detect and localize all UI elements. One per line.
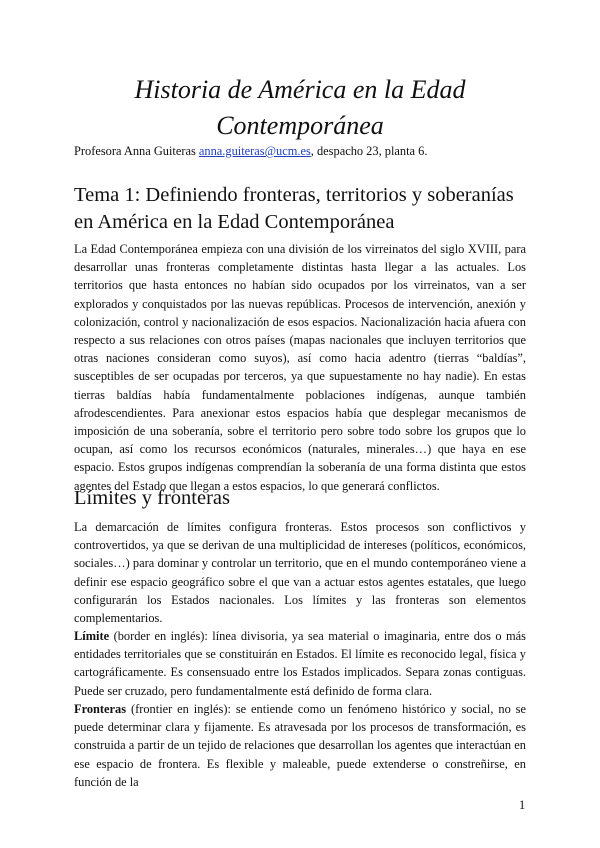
section-heading-tema-1: Tema 1: Definiendo fronteras, territorios y soberanías en América en la Edad Contemporánea: [74, 184, 514, 233]
author-suffix: , despacho 23, planta 6.: [310, 144, 428, 158]
fronteras-definition-text: (frontier en inglés): se entiende como un fenómeno histórico y social, no se puede determinar clara y fijamente. Es atravesada por los procesos de transformación, es construida a partir de un tejido de relaciones que desarrollan los agentes que interactúan en ese espacio de frontera. Es flexible y maleable, puede extenderse o constreñirse, en función de la: [74, 702, 526, 789]
author-line: [74, 144, 427, 159]
section-heading-limites: Límites y fronteras: [74, 487, 230, 509]
fronteras-definition-paragraph: [74, 700, 526, 791]
limite-term: Límite: [74, 629, 110, 643]
limite-definition-paragraph: [74, 627, 526, 700]
intro-paragraph: La Edad Contemporánea empieza con una división de los virreinatos del siglo XVIII, para desarrollar unas fronteras completamente distintas hasta llegar a las actuales. Los territorios que hasta entonces no habían sido ocupados por los virreinatos, van a ser explorados y conquistados por las nuevas repúblicas. Procesos de intervención, anexión y colonización, control y nacionalización de esos espacios. Nacionalización hacia afuera con respecto a sus relaciones con otros países (mapas nacionales que incluyen territorios que otras naciones consideran como suyos), así como hacia adentro (tierras “baldías”, susceptibles de ser ocupadas por terceros, ya que supuestamente no hay nadie). En estas tierras baldías había fundamentalmente poblaciones indígenas, aunque también afrodescendientes. Para anexionar estos espacios había que desplegar mecanismos de imposición de una soberanía, sobre el territorio pero sobre todo sobre los grupos que lo ocupan, así como los recursos económicos (naturales, minerales…) que haya en ese espacio. Estos grupos indígenas comprendían la soberanía de una forma distinta que estos agentes del Estado que llegan a estos espacios, lo que generará conflictos.: [74, 242, 526, 493]
page-number: 1: [519, 798, 526, 812]
limite-definition-text: (border en inglés): línea divisoria, ya sea material o imaginaria, entre dos o más entidades territoriales que se constituirán en Estados. El límite es reconocido legal, física y cartográficamente. Es consensuado entre los Estados implicados. Separa zonas contiguas. Puede ser cruzado, pero fundamentalmente está definido de forma clara.: [74, 629, 526, 698]
author-prefix: Profesora Anna Guiteras: [74, 144, 199, 158]
limites-intro-paragraph: La demarcación de límites configura fronteras. Estos procesos son conflictivos y controvertidos, ya que se derivan de una multiplicidad de intereses (políticos, económicos, sociales…) para dominar y controlar un territorio, que en el mundo contemporáneo viene a definir ese espacio geográfico sobre el que van a actuar estos agentes estatales, que luego configurarán los Estados nacionales. Los límites y las fronteras son elementos complementarios.: [74, 520, 526, 626]
document-title: Historia de América en la Edad Contemporánea: [134, 75, 466, 140]
author-email-link[interactable]: anna.guiteras@ucm.es: [198, 144, 311, 158]
fronteras-term: Fronteras: [74, 702, 127, 716]
